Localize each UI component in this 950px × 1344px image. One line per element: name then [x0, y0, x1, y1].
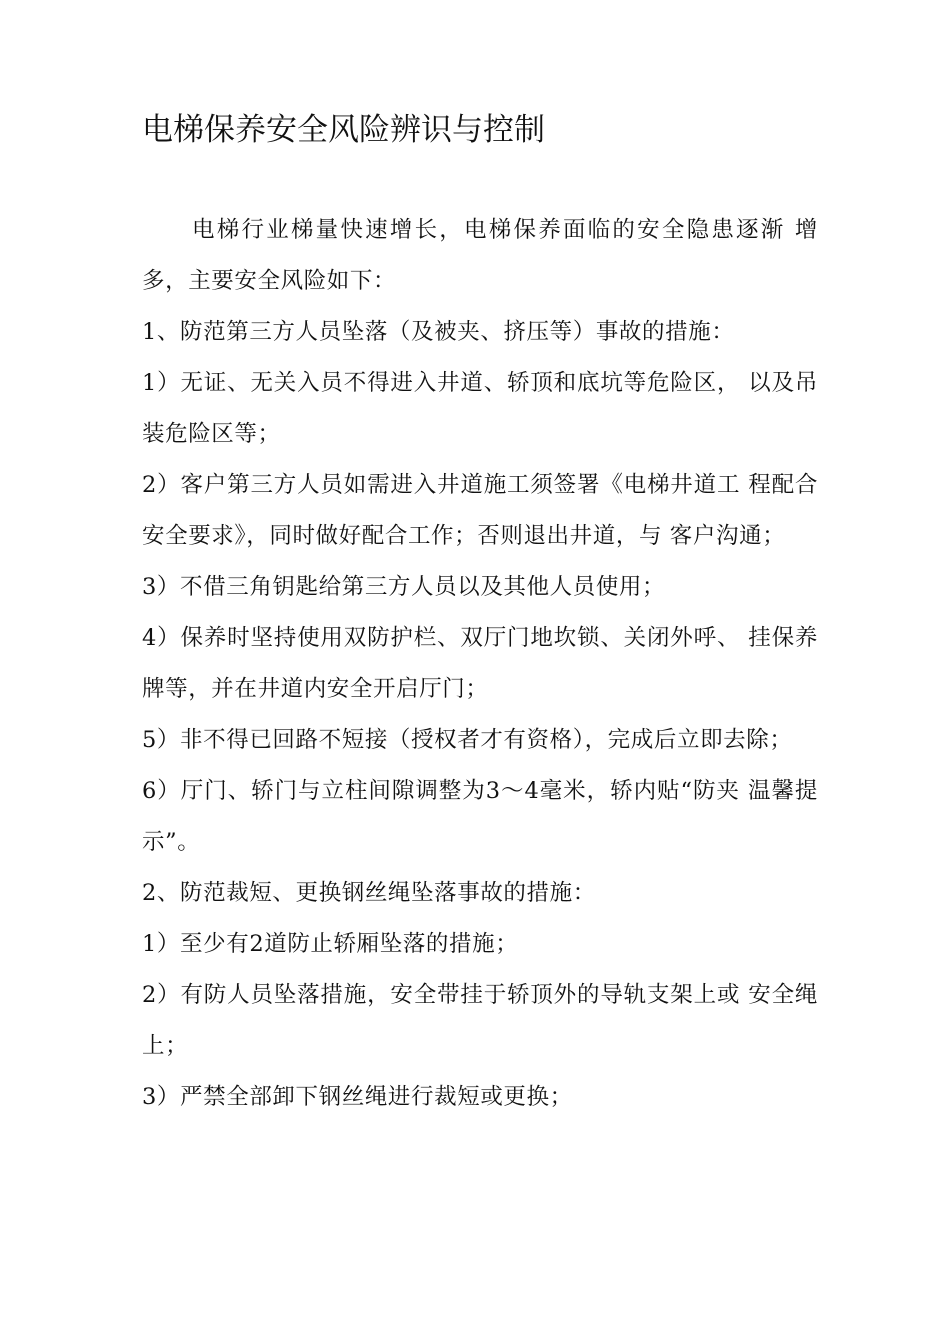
document-body — [142, 205, 818, 1123]
section-heading-1: 1、防范第三方人员坠落（及被夹、挤压等）事故的措施： — [142, 319, 735, 345]
list-item: 6）厅门、轿门与立柱间隙调整为3〜4毫米，轿内贴“防夹 温馨提示”。 — [142, 778, 818, 855]
section-heading-2: 2、防范裁短、更换钢丝绳坠落事故的措施： — [142, 880, 596, 906]
list-item: 2）有防人员坠落措施，安全带挂于轿顶外的导轨支架上或 安全绳上； — [142, 982, 818, 1059]
list-item: 3）严禁全部卸下钢丝绳进行裁短或更换； — [142, 1084, 573, 1110]
list-item: 4）保养时坚持使用双防护栏、双厅门地坎锁、关闭外呼、 挂保养牌等，并在井道内安全开启厅门； — [142, 625, 818, 702]
intro-paragraph: 电梯行业梯量快速增长，电梯保养面临的安全隐患逐渐 增多，主要安全风险如下： — [142, 217, 818, 294]
list-item: 1）至少有2道防止轿厢坠落的措施； — [142, 931, 519, 957]
list-item: 2）客户第三方人员如需进入井道施工须签署《电梯井道工 程配合安全要求》，同时做好配合工作；否则退出井道，与 客户沟通； — [142, 472, 818, 549]
list-item: 3）不借三角钥匙给第三方人员以及其他人员使用； — [142, 574, 666, 600]
page-title: 电梯保养安全风险辨识与控制 — [142, 112, 545, 148]
list-item: 1）无证、无关入员不得进入井道、轿顶和底坑等危险区， 以及吊装危险区等； — [142, 370, 818, 447]
list-item: 5）非不得已回路不短接（授权者才有资格），完成后立即去除； — [142, 727, 793, 753]
